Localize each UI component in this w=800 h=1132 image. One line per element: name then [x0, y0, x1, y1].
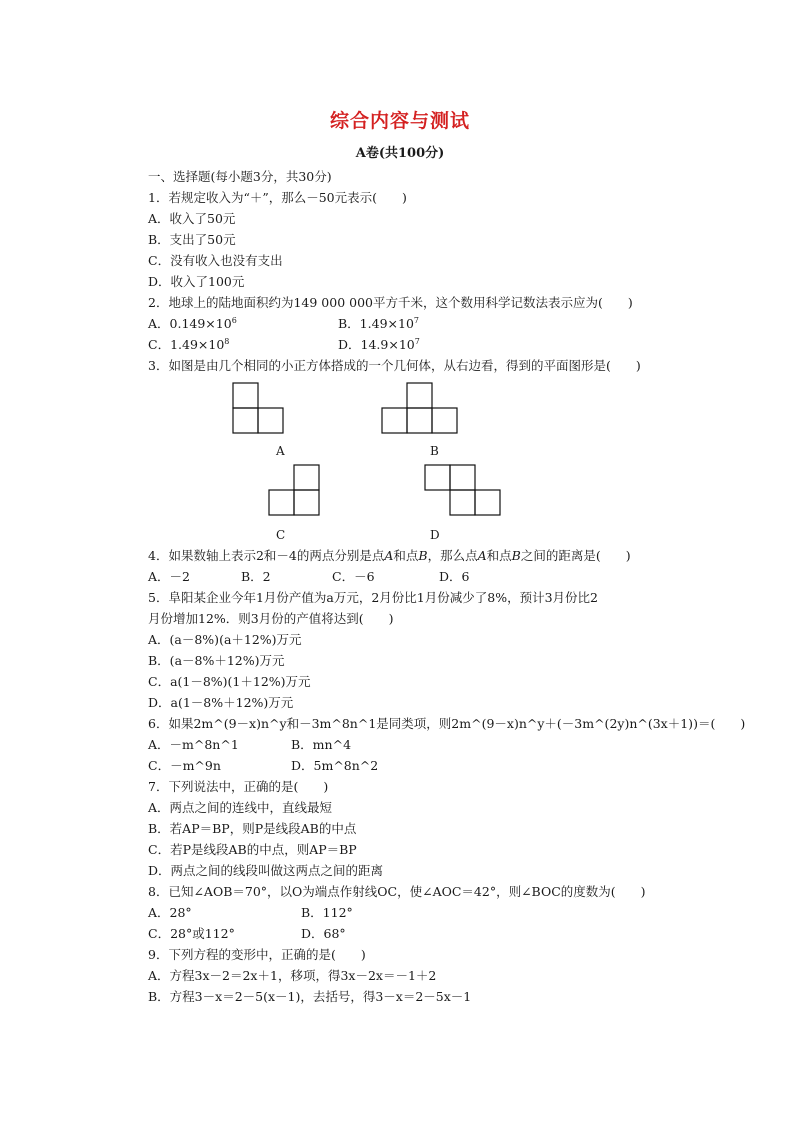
q7-option-d: D．两点之间的线段叫做这两点之间的距离	[148, 863, 384, 878]
q2-option-c: C．$1.49\times 10^8$	[148, 336, 230, 352]
q1-option-d: D．收入了100元	[148, 274, 245, 289]
q4-stem: 4．如果数轴上表示2和－4的两点分别是点A和点B，那么点A和点B之间的距离是( )	[148, 548, 631, 563]
q2-stem: 2．地球上的陆地面积约为149 000 000平方千米，这个数用科学记数法表示应为( )	[148, 295, 633, 310]
q7-stem: 7．下列说法中，正确的是( )	[148, 779, 329, 794]
q1-stem: 1．若规定收入为“＋”，那么－50元表示( )	[148, 190, 407, 205]
q8-option-b: B．112°	[301, 905, 353, 920]
q6-option-b: B．mn^4	[291, 737, 352, 752]
figure-a	[232, 382, 286, 434]
q5-option-b: B．(a－8%＋12%)万元	[148, 653, 285, 668]
q4-option-d: D．6	[439, 569, 470, 584]
q6-option-a: A．－m^8n^1	[148, 737, 239, 752]
q8-option-d: D．68°	[301, 926, 346, 941]
q6-stem: 6．如果2m^(9－x)n^y和－3m^8n^1是同类项，则2m^(9－x)n^y＋(－3m^(2y)n^(3x＋1))＝( )	[148, 716, 746, 731]
figure-d	[424, 464, 504, 516]
figure-a-label: A	[276, 444, 285, 458]
q3-stem: 3．如图是由几个相同的小正方体搭成的一个几何体，从右边看，得到的平面图形是( )	[148, 358, 641, 373]
figure-b	[381, 382, 461, 434]
page-title: 综合内容与测试	[329, 110, 470, 132]
q2-option-d: D．$14.9\times 10^7$	[338, 336, 420, 352]
q5-option-a: A．(a－8%)(a＋12%)万元	[148, 632, 302, 647]
q7-option-c: C．若P是线段AB的中点，则AP＝BP	[148, 842, 357, 857]
q9-option-b: B．方程3－x＝2－5(x－1)，去括号，得3－x＝2－5x－1	[148, 989, 472, 1004]
figure-c-label: C	[276, 528, 286, 542]
q1-option-a: A．收入了50元	[148, 211, 236, 226]
q9-option-a: A．方程3x－2＝2x＋1，移项，得3x－2x＝－1＋2	[148, 968, 437, 983]
figure-d-label: D	[430, 528, 440, 542]
q7-option-a: A．两点之间的连线中，直线最短	[148, 800, 333, 815]
q2-option-a: A．$0.149\times 10^6$	[148, 315, 237, 331]
paper-subtitle: A卷(共100分)	[355, 146, 445, 161]
q4-option-c: C．－6	[332, 569, 375, 584]
q8-option-a: A．28°	[148, 905, 192, 920]
q7-option-b: B．若AP＝BP，则P是线段AB的中点	[148, 821, 357, 836]
q5-line2: 月份增加12%．则3月份的产值将达到( )	[148, 611, 394, 626]
q4-option-a: A．－2	[148, 569, 190, 584]
q6-option-c: C．－m^9n	[148, 758, 221, 773]
q2-option-b: B．$1.49\times 10^7$	[338, 315, 419, 331]
q5-line1: 5．阜阳某企业今年1月份产值为a万元，2月份比1月份减少了8%，预计3月份比2	[148, 590, 599, 605]
q1-option-b: B．支出了50元	[148, 232, 236, 247]
q5-option-d: D．a(1－8%＋12%)万元	[148, 695, 294, 710]
section-heading: 一、选择题(每小题3分，共30分)	[148, 169, 332, 184]
q6-option-d: D．5m^8n^2	[291, 758, 379, 773]
q8-option-c: C．28°或112°	[148, 926, 235, 941]
figure-b-label: B	[430, 444, 439, 458]
q8-stem: 8．已知∠AOB＝70°，以O为端点作射线OC，使∠AOC＝42°，则∠BOC的度数为( )	[148, 884, 646, 899]
q9-stem: 9．下列方程的变形中，正确的是( )	[148, 947, 366, 962]
figure-c	[268, 464, 322, 516]
q1-option-c: C．没有收入也没有支出	[148, 253, 283, 268]
q4-option-b: B．2	[241, 569, 271, 584]
q5-option-c: C．a(1－8%)(1＋12%)万元	[148, 674, 311, 689]
